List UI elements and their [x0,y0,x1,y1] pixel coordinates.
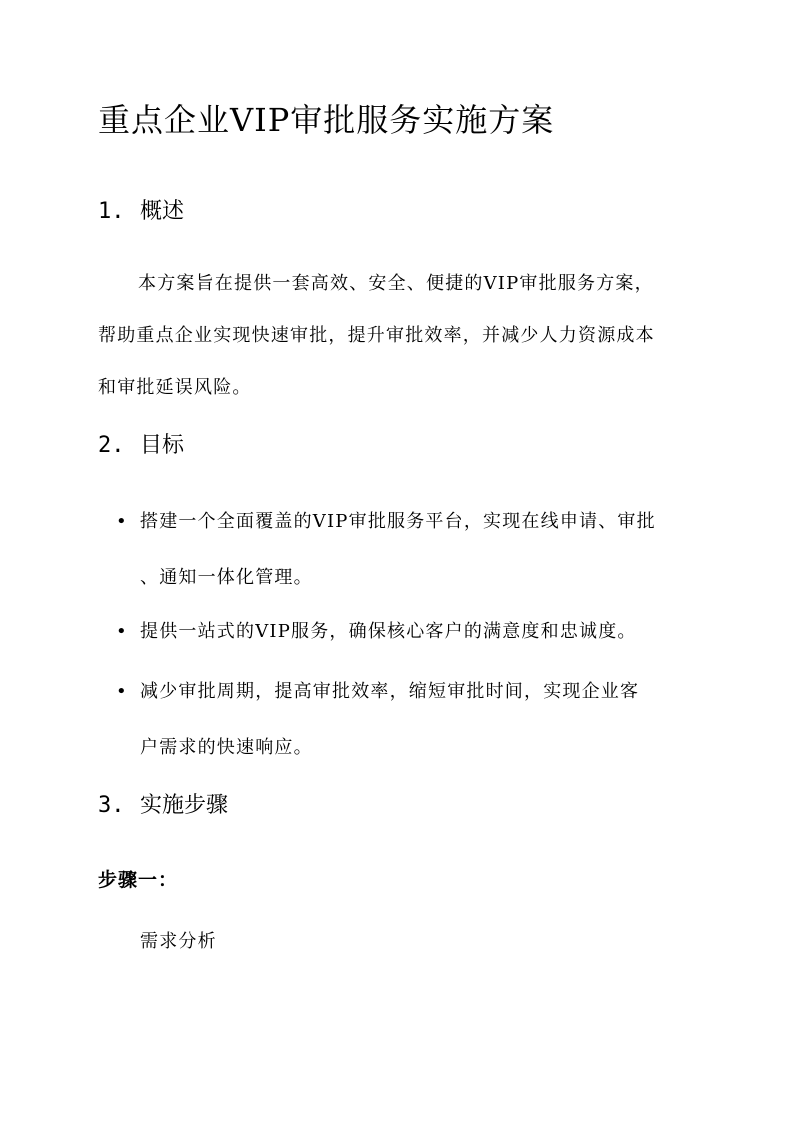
section-title: 目标 [140,433,185,458]
bullet-line: 搭建一个全面覆盖的VIP审批服务平台，实现在线申请、审批 [140,511,656,532]
section-title: 实施步骤 [140,793,229,818]
paragraph-line: 帮助重点企业实现快速审批，提升审批效率，并减少人力资源成本 [98,325,655,346]
bullet-line: 户需求的快速响应。 [140,737,313,758]
section-number: 1. [98,199,125,224]
bullet-line: 提供一站式的VIP服务，确保核心客户的满意度和忠诚度。 [140,621,637,642]
section-title: 概述 [140,199,185,224]
section-number: 3. [98,793,125,818]
overview-paragraph [98,258,708,414]
bullet-dot-icon: • [116,621,128,642]
section-heading-goals [98,430,184,462]
bullet-dot-icon: • [116,511,128,532]
goal-bullet-item [116,664,706,776]
section-heading-steps [98,790,228,822]
goal-bullet-item [116,604,706,660]
page-title: 重点企业VIP审批服务实施方案 [98,101,555,139]
paragraph-line: 本方案旨在提供一套高效、安全、便捷的VIP审批服务方案， [138,273,654,294]
bullet-line: 减少审批周期，提高审批效率，缩短审批时间，实现企业客 [140,681,640,702]
section-heading-overview [98,196,184,228]
paragraph-line: 和审批延误风险。 [98,377,252,398]
step-item: 需求分析 [140,931,217,952]
section-number: 2. [98,433,125,458]
bullet-line: 、通知一体化管理。 [140,567,313,588]
goal-bullet-item [116,494,706,606]
step-label: 步骤一： [98,869,179,891]
bullet-dot-icon: • [116,681,128,702]
